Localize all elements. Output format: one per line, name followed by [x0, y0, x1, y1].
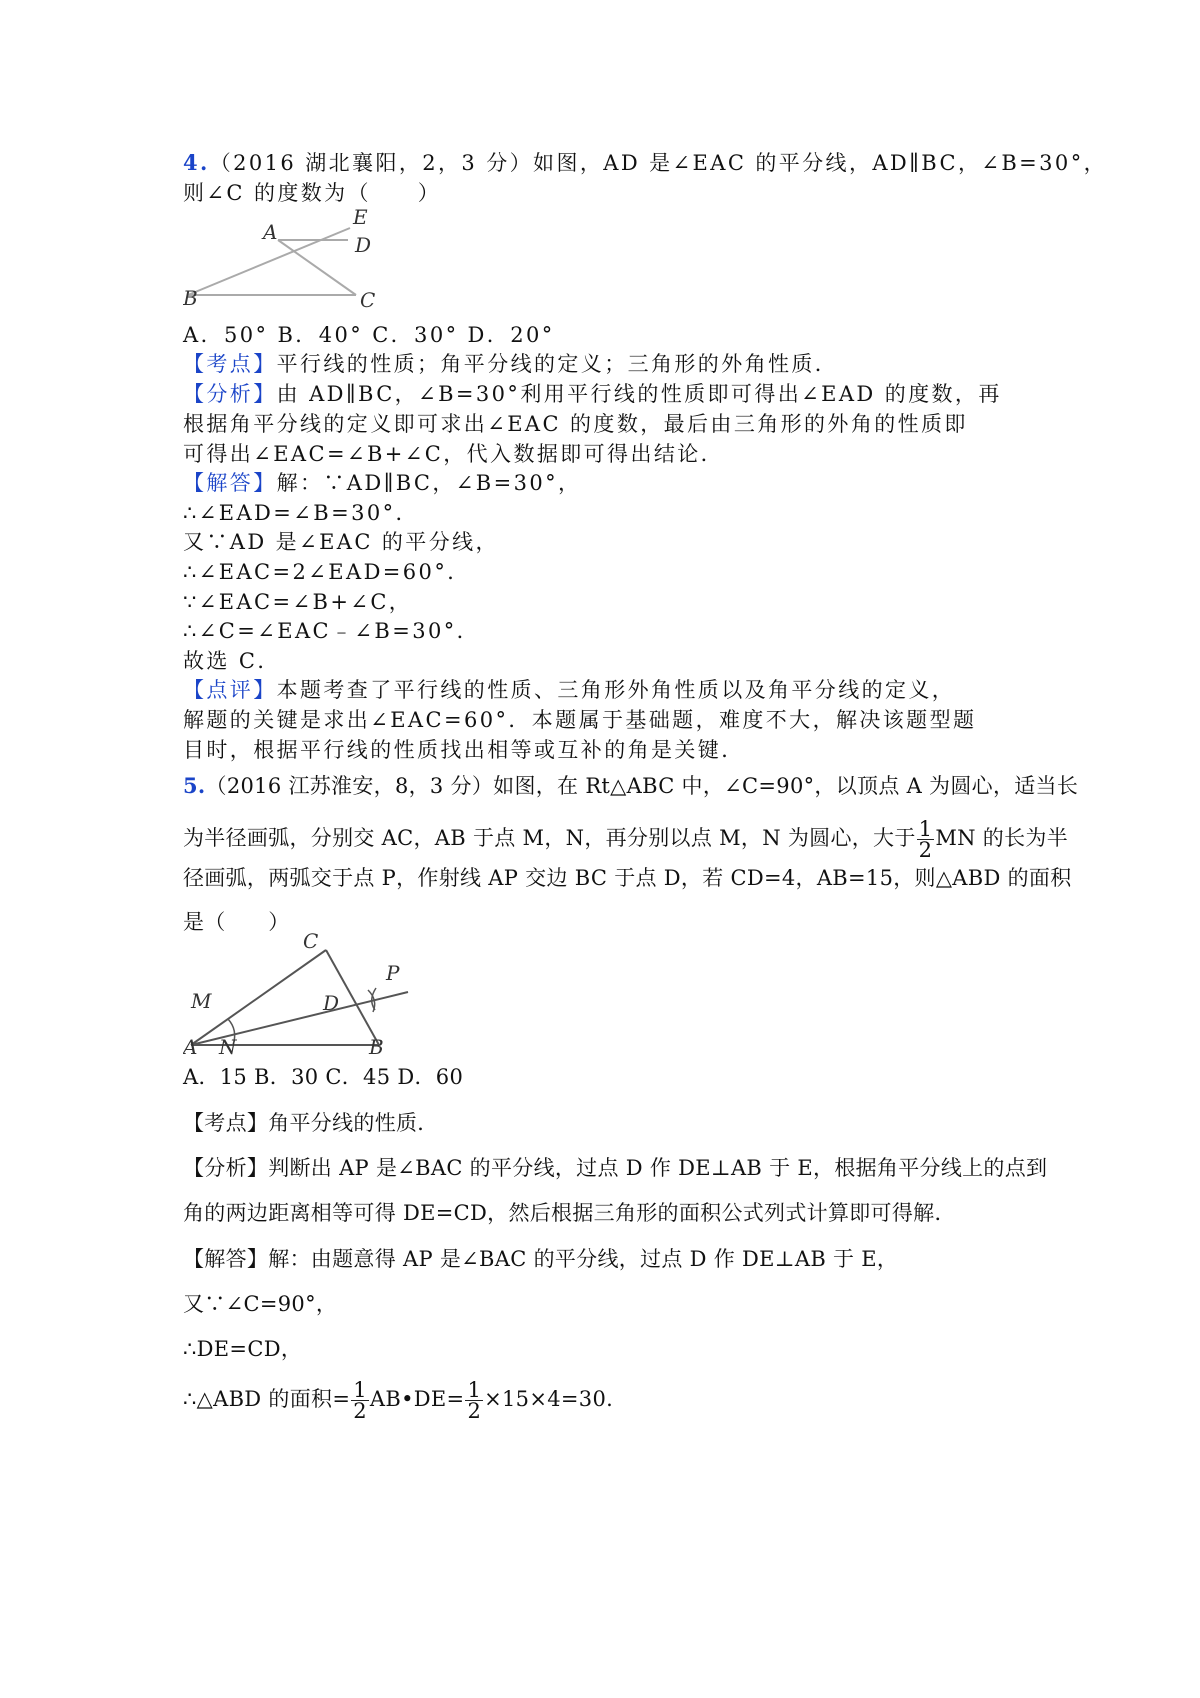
q5-half-num: 1: [918, 817, 933, 841]
q5-half-fraction: [917, 819, 935, 860]
q5-jieda-4b: AB•DE=: [369, 1387, 465, 1411]
q4-fenxi-line-1: [183, 380, 1002, 408]
q4-dianping-line-1: [183, 676, 955, 704]
q4-jieda-1: 解：∵AD∥BC，∠B=30°，: [276, 471, 582, 495]
q4-jieda-line-3: 又∵AD 是∠EAC 的平分线，: [183, 530, 499, 554]
q4-label-C: C: [360, 288, 376, 312]
q4-jieda-line-1: [183, 469, 581, 497]
q4-dianping-tag: 【点评】: [183, 678, 277, 702]
q5-stem-line-2: [183, 819, 1068, 860]
q5-jieda-line-3: ∴DE=CD，: [183, 1337, 303, 1361]
q5-stem-line-1: [183, 772, 1078, 800]
q4-kaodian-tag: 【考点】: [183, 352, 277, 376]
q4-stem-line-2: 则∠C 的度数为（ ）: [183, 181, 442, 205]
q5-area-frac2-num: 1: [467, 1378, 482, 1402]
q5-jieda-4a: ∴△ABD 的面积=: [183, 1387, 351, 1411]
q5-label-D: D: [323, 991, 340, 1015]
q4-fenxi-tag: 【分析】: [183, 382, 277, 406]
q4-jieda-line-2: ∴∠EAD=∠B=30°．: [183, 501, 419, 525]
q5-jieda-line-1: 【解答】解：由题意得 AP 是∠BAC 的平分线，过点 D 作 DE⊥AB 于 E，: [183, 1247, 899, 1271]
q5-stem-line-4: 是（ ）: [183, 910, 290, 934]
q4-kaodian: [183, 350, 838, 378]
q4-fenxi-line-3: 可得出∠EAC=∠B+∠C，代入数据即可得出结论．: [183, 442, 725, 466]
q4-fenxi-line-2: 根据角平分线的定义即可求出∠EAC 的度数，最后由三角形的外角的性质即: [183, 412, 968, 436]
q4-jieda-line-7: 故选 C．: [183, 649, 281, 673]
q5-jieda-4c: ×15×4=30.: [484, 1387, 614, 1411]
q4-label-B: B: [183, 286, 198, 310]
q5-area-fraction-1: [351, 1380, 369, 1421]
q4-label-A: A: [263, 220, 278, 244]
q4-jieda-line-4: ∴∠EAC=2∠EAD=60°．: [183, 560, 471, 584]
q4-label-D: D: [355, 233, 372, 257]
q5-stem-2a: 为半径画弧，分别交 AC，AB 于点 M，N，再分别以点 M，N 为圆心，大于: [183, 826, 916, 850]
q4-stem-1: （2016 湖北襄阳，2，3 分）如图，AD 是∠EAC 的平分线，AD∥BC，∠B=30°，: [209, 151, 1107, 175]
q5-number: 5.: [183, 773, 206, 798]
q5-fenxi-line-1: 【分析】判断出 AP 是∠BAC 的平分线，过点 D 作 DE⊥AB 于 E，根据角平分线上的点到: [183, 1156, 1048, 1180]
q5-area-frac2-den: 2: [467, 1399, 482, 1423]
q5-kaodian: 【考点】角平分线的性质．: [183, 1111, 439, 1135]
q4-jieda-tag: 【解答】: [183, 471, 277, 495]
q5-label-M: M: [191, 989, 212, 1013]
q5-options: A．15 B．30 C．45 D．60: [183, 1065, 464, 1089]
q5-half-den: 2: [918, 838, 933, 862]
q5-label-P: P: [386, 961, 400, 985]
q4-dianping-line-2: 解题的关键是求出∠EAC=60°．本题属于基础题，难度不大，解决该题型题: [183, 708, 977, 732]
q4-label-E: E: [353, 205, 368, 229]
q5-label-A: A: [183, 1035, 198, 1055]
q5-jieda-line-4: [183, 1380, 613, 1421]
q5-stem-2b: MN 的长为半: [935, 826, 1068, 850]
q4-dianping-1: 本题考查了平行线的性质、三角形外角性质以及角平分线的定义，: [276, 678, 956, 702]
q5-area-frac1-num: 1: [353, 1378, 367, 1402]
q5-fenxi-line-2: 角的两边距离相等可得 DE=CD，然后根据三角形的面积公式列式计算即可得解．: [183, 1201, 956, 1225]
q5-area-frac1-den: 2: [353, 1399, 367, 1423]
q5-area-fraction-2: [465, 1380, 483, 1421]
q4-fenxi-1: 由 AD∥BC，∠B=30°利用平行线的性质即可得出∠EAD 的度数，再: [276, 382, 1002, 406]
q5-figure: [183, 930, 415, 1055]
q4-dianping-line-3: 目时，根据平行线的性质找出相等或互补的角是关键．: [183, 738, 745, 762]
q4-stem-line-1: [183, 149, 1107, 177]
q5-label-N: N: [219, 1035, 237, 1055]
q5-label-B: B: [369, 1035, 384, 1055]
q4-options: A．50° B．40° C．30° D．20°: [183, 323, 555, 347]
q5-stem-1: （2016 江苏淮安，8，3 分）如图，在 Rt△ABC 中，∠C=90°，以顶点 A 为圆心，适当长: [205, 774, 1079, 798]
q4-number: 4.: [183, 150, 210, 175]
q5-jieda-line-2: 又∵∠C=90°，: [183, 1292, 338, 1316]
q5-label-C: C: [303, 930, 319, 953]
q5-stem-line-3: 径画弧，两弧交于点 P，作射线 AP 交边 BC 于点 D，若 CD=4，AB=15，则△ABD 的面积: [183, 866, 1072, 890]
q4-figure: [183, 203, 443, 315]
q4-line-AC: [278, 240, 356, 295]
q4-jieda-line-5: ∵∠EAC=∠B+∠C，: [183, 590, 413, 614]
q4-jieda-line-6: ∴∠C=∠EAC﹣∠B=30°．: [183, 619, 481, 643]
q4-kaodian-text: 平行线的性质；角平分线的定义；三角形的外角性质．: [276, 352, 839, 376]
